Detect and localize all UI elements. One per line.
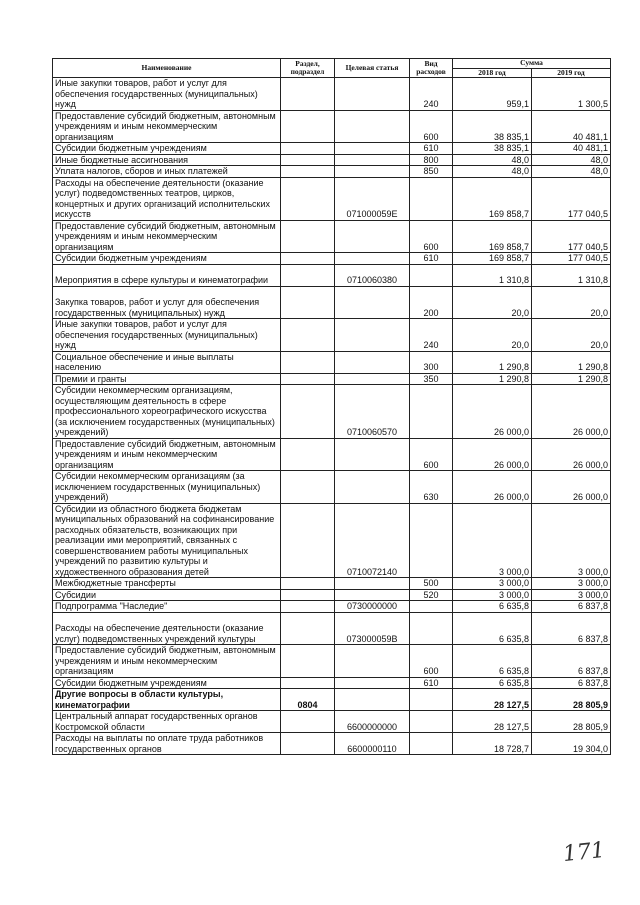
table-row: [53, 471, 611, 504]
row-sum-2018: 6 635,8: [453, 645, 532, 678]
row-sum-2019: 40 481,1: [532, 143, 611, 155]
row-name: Уплата налогов, сборов и иных платежей: [53, 166, 281, 178]
row-sum-2018: 169 858,7: [453, 220, 532, 253]
row-target: [335, 143, 410, 155]
table-row: [53, 220, 611, 253]
row-sum-2019: 28 805,9: [532, 711, 611, 733]
row-type: 240: [410, 319, 453, 352]
row-target: [335, 351, 410, 373]
row-sum-2018: 1 310,8: [453, 264, 532, 286]
row-name: Субсидии некоммерческим организациям, осуществляющим деятельность в сфере профессионального хореографического искусства (за исключением государственных (муниципальных) учреждений): [53, 385, 281, 439]
row-target: [335, 154, 410, 166]
row-name: Другие вопросы в области культуры, кинематографии: [53, 689, 281, 711]
row-section: [281, 438, 335, 471]
table-body: [53, 78, 611, 755]
col-sum-header: Сумма: [453, 59, 611, 69]
table-row: [53, 143, 611, 155]
row-sum-2018: 38 835,1: [453, 110, 532, 143]
row-sum-2018: 48,0: [453, 154, 532, 166]
row-sum-2019: 26 000,0: [532, 438, 611, 471]
row-section: [281, 385, 335, 439]
row-target: 073000059В: [335, 612, 410, 645]
table-row: [53, 286, 611, 319]
row-sum-2018: 1 290,8: [453, 351, 532, 373]
page-number: 171: [561, 837, 607, 868]
row-type: 600: [410, 110, 453, 143]
row-sum-2018: 169 858,7: [453, 177, 532, 220]
row-type: [410, 503, 453, 578]
row-sum-2018: 6 635,8: [453, 612, 532, 645]
row-sum-2018: 28 127,5: [453, 711, 532, 733]
row-name: Иные закупки товаров, работ и услуг для обеспечения государственных (муниципальных) нужд: [53, 78, 281, 111]
header-row: [53, 59, 611, 69]
row-target: [335, 286, 410, 319]
row-target: 0710060570: [335, 385, 410, 439]
col-name-header: Наименование: [53, 59, 281, 78]
row-name: Субсидии некоммерческим организациям (за исключением государственных (муниципальных) учреждений): [53, 471, 281, 504]
row-name: Расходы на обеспечение деятельности (оказание услуг) подведомственных учреждений культуры: [53, 612, 281, 645]
row-sum-2018: 6 635,8: [453, 677, 532, 689]
row-name: Иные бюджетные ассигнования: [53, 154, 281, 166]
table-row: [53, 351, 611, 373]
row-section: [281, 264, 335, 286]
row-sum-2019: 20,0: [532, 286, 611, 319]
row-sum-2018: 20,0: [453, 319, 532, 352]
row-name: Расходы на обеспечение деятельности (оказание услуг) подведомственных театров, цирков, концертных и других организаций исполнительских искусств: [53, 177, 281, 220]
row-target: 071000059Е: [335, 177, 410, 220]
row-target: [335, 166, 410, 178]
row-sum-2019: 1 290,8: [532, 351, 611, 373]
row-sum-2019: 6 837,8: [532, 612, 611, 645]
row-name: Закупка товаров, работ и услуг для обеспечения государственных (муниципальных) нужд: [53, 286, 281, 319]
table-row: [53, 612, 611, 645]
row-target: 0730000000: [335, 601, 410, 613]
row-sum-2019: 177 040,5: [532, 220, 611, 253]
row-sum-2019: 1 300,5: [532, 78, 611, 111]
row-sum-2018: 20,0: [453, 286, 532, 319]
row-sum-2018: 959,1: [453, 78, 532, 111]
table-row: [53, 264, 611, 286]
row-sum-2019: 20,0: [532, 319, 611, 352]
row-name: Предоставление субсидий бюджетным, автономным учреждениям и иным некоммерческим организациям: [53, 110, 281, 143]
row-section: [281, 503, 335, 578]
row-section: [281, 253, 335, 265]
row-section: [281, 677, 335, 689]
table-row: [53, 373, 611, 385]
row-section: [281, 601, 335, 613]
row-type: 610: [410, 253, 453, 265]
row-sum-2019: 1 290,8: [532, 373, 611, 385]
row-type: 800: [410, 154, 453, 166]
row-name: Центральный аппарат государственных органов Костромской области: [53, 711, 281, 733]
row-type: 610: [410, 143, 453, 155]
row-type: [410, 612, 453, 645]
row-target: [335, 589, 410, 601]
row-target: [335, 78, 410, 111]
row-section: [281, 143, 335, 155]
row-name: Социальное обеспечение и иные выплаты населению: [53, 351, 281, 373]
col-2018-header: 2018 год: [453, 68, 532, 78]
table-row: [53, 253, 611, 265]
row-section: [281, 220, 335, 253]
table-row: [53, 503, 611, 578]
row-type: [410, 689, 453, 711]
row-sum-2019: 6 837,8: [532, 601, 611, 613]
row-type: [410, 385, 453, 439]
row-target: [335, 578, 410, 590]
row-sum-2019: 177 040,5: [532, 177, 611, 220]
row-sum-2019: 26 000,0: [532, 385, 611, 439]
col-type-header: Вид расходов: [410, 59, 453, 78]
row-name: Мероприятия в сфере культуры и кинематографии: [53, 264, 281, 286]
table-row: [53, 438, 611, 471]
table-row: [53, 589, 611, 601]
row-type: [410, 177, 453, 220]
row-target: [335, 438, 410, 471]
row-section: [281, 373, 335, 385]
row-sum-2019: 40 481,1: [532, 110, 611, 143]
row-type: 300: [410, 351, 453, 373]
row-type: 500: [410, 578, 453, 590]
row-name: Подпрограмма "Наследие": [53, 601, 281, 613]
row-sum-2019: 26 000,0: [532, 471, 611, 504]
row-section: [281, 733, 335, 755]
table-row: [53, 578, 611, 590]
row-section: [281, 319, 335, 352]
row-type: [410, 733, 453, 755]
row-target: [335, 220, 410, 253]
row-sum-2018: 26 000,0: [453, 471, 532, 504]
row-section: [281, 166, 335, 178]
row-sum-2019: 3 000,0: [532, 589, 611, 601]
row-sum-2019: 6 837,8: [532, 677, 611, 689]
row-type: 600: [410, 438, 453, 471]
row-sum-2018: 18 728,7: [453, 733, 532, 755]
table-row: [53, 689, 611, 711]
row-name: Иные закупки товаров, работ и услуг для обеспечения государственных (муниципальных) нужд: [53, 319, 281, 352]
row-name: Премии и гранты: [53, 373, 281, 385]
row-name: Предоставление субсидий бюджетным, автономным учреждениям и иным некоммерческим организациям: [53, 220, 281, 253]
row-section: [281, 351, 335, 373]
row-section: [281, 286, 335, 319]
table-row: [53, 166, 611, 178]
row-type: 240: [410, 78, 453, 111]
row-sum-2019: 3 000,0: [532, 503, 611, 578]
row-type: 630: [410, 471, 453, 504]
row-sum-2018: 3 000,0: [453, 589, 532, 601]
row-section: [281, 177, 335, 220]
row-name: Субсидии из областного бюджета бюджетам муниципальных образований на софинансирование расходных обязательств, возникающих при реализации ими мероприятий, связанных с совершенствованием работы муниципальных учреждений по развитию культуры и художественного образования детей: [53, 503, 281, 578]
table-row: [53, 645, 611, 678]
row-sum-2018: 6 635,8: [453, 601, 532, 613]
row-type: [410, 264, 453, 286]
row-type: [410, 601, 453, 613]
row-sum-2019: 28 805,9: [532, 689, 611, 711]
row-sum-2018: 26 000,0: [453, 438, 532, 471]
row-sum-2019: 3 000,0: [532, 578, 611, 590]
row-type: 350: [410, 373, 453, 385]
table-row: [53, 154, 611, 166]
table-row: [53, 385, 611, 439]
table-row: [53, 78, 611, 111]
row-target: [335, 253, 410, 265]
row-target: 6600000000: [335, 711, 410, 733]
table-row: [53, 319, 611, 352]
row-name: Межбюджетные трансферты: [53, 578, 281, 590]
table-row: [53, 601, 611, 613]
row-type: [410, 711, 453, 733]
row-section: [281, 578, 335, 590]
row-section: [281, 154, 335, 166]
row-name: Предоставление субсидий бюджетным, автономным учреждениям и иным некоммерческим организациям: [53, 645, 281, 678]
table-row: [53, 733, 611, 755]
row-target: [335, 373, 410, 385]
row-target: [335, 471, 410, 504]
row-type: 200: [410, 286, 453, 319]
row-section: [281, 110, 335, 143]
row-sum-2018: 1 290,8: [453, 373, 532, 385]
row-sum-2019: 19 304,0: [532, 733, 611, 755]
row-section: 0804: [281, 689, 335, 711]
row-name: Субсидии бюджетным учреждениям: [53, 143, 281, 155]
row-sum-2019: 1 310,8: [532, 264, 611, 286]
col-2019-header: 2019 год: [532, 68, 611, 78]
row-type: 600: [410, 645, 453, 678]
row-type: 520: [410, 589, 453, 601]
row-sum-2018: 3 000,0: [453, 503, 532, 578]
row-section: [281, 471, 335, 504]
row-name: Субсидии бюджетным учреждениям: [53, 677, 281, 689]
row-section: [281, 645, 335, 678]
row-sum-2019: 48,0: [532, 154, 611, 166]
row-name: Предоставление субсидий бюджетным, автономным учреждениям и иным некоммерческим организациям: [53, 438, 281, 471]
row-target: [335, 689, 410, 711]
table-row: [53, 177, 611, 220]
row-name: Субсидии бюджетным учреждениям: [53, 253, 281, 265]
row-type: 600: [410, 220, 453, 253]
table-row: [53, 711, 611, 733]
row-sum-2019: 177 040,5: [532, 253, 611, 265]
row-sum-2018: 169 858,7: [453, 253, 532, 265]
row-name: Субсидии: [53, 589, 281, 601]
row-section: [281, 711, 335, 733]
row-sum-2018: 48,0: [453, 166, 532, 178]
row-target: [335, 645, 410, 678]
row-section: [281, 589, 335, 601]
row-target: 0710060380: [335, 264, 410, 286]
row-target: [335, 110, 410, 143]
row-target: [335, 319, 410, 352]
row-name: Расходы на выплаты по оплате труда работников государственных органов: [53, 733, 281, 755]
row-section: [281, 78, 335, 111]
row-sum-2018: 38 835,1: [453, 143, 532, 155]
row-sum-2018: 26 000,0: [453, 385, 532, 439]
budget-table: [52, 58, 611, 755]
col-target-header: Целевая статья: [335, 59, 410, 78]
row-target: 6600000110: [335, 733, 410, 755]
row-target: [335, 677, 410, 689]
table-row: [53, 677, 611, 689]
row-sum-2018: 28 127,5: [453, 689, 532, 711]
row-target: 0710072140: [335, 503, 410, 578]
row-sum-2018: 3 000,0: [453, 578, 532, 590]
table-row: [53, 110, 611, 143]
row-section: [281, 612, 335, 645]
row-type: 610: [410, 677, 453, 689]
row-type: 850: [410, 166, 453, 178]
row-sum-2019: 6 837,8: [532, 645, 611, 678]
col-section-header: Раздел, подраздел: [281, 59, 335, 78]
row-sum-2019: 48,0: [532, 166, 611, 178]
